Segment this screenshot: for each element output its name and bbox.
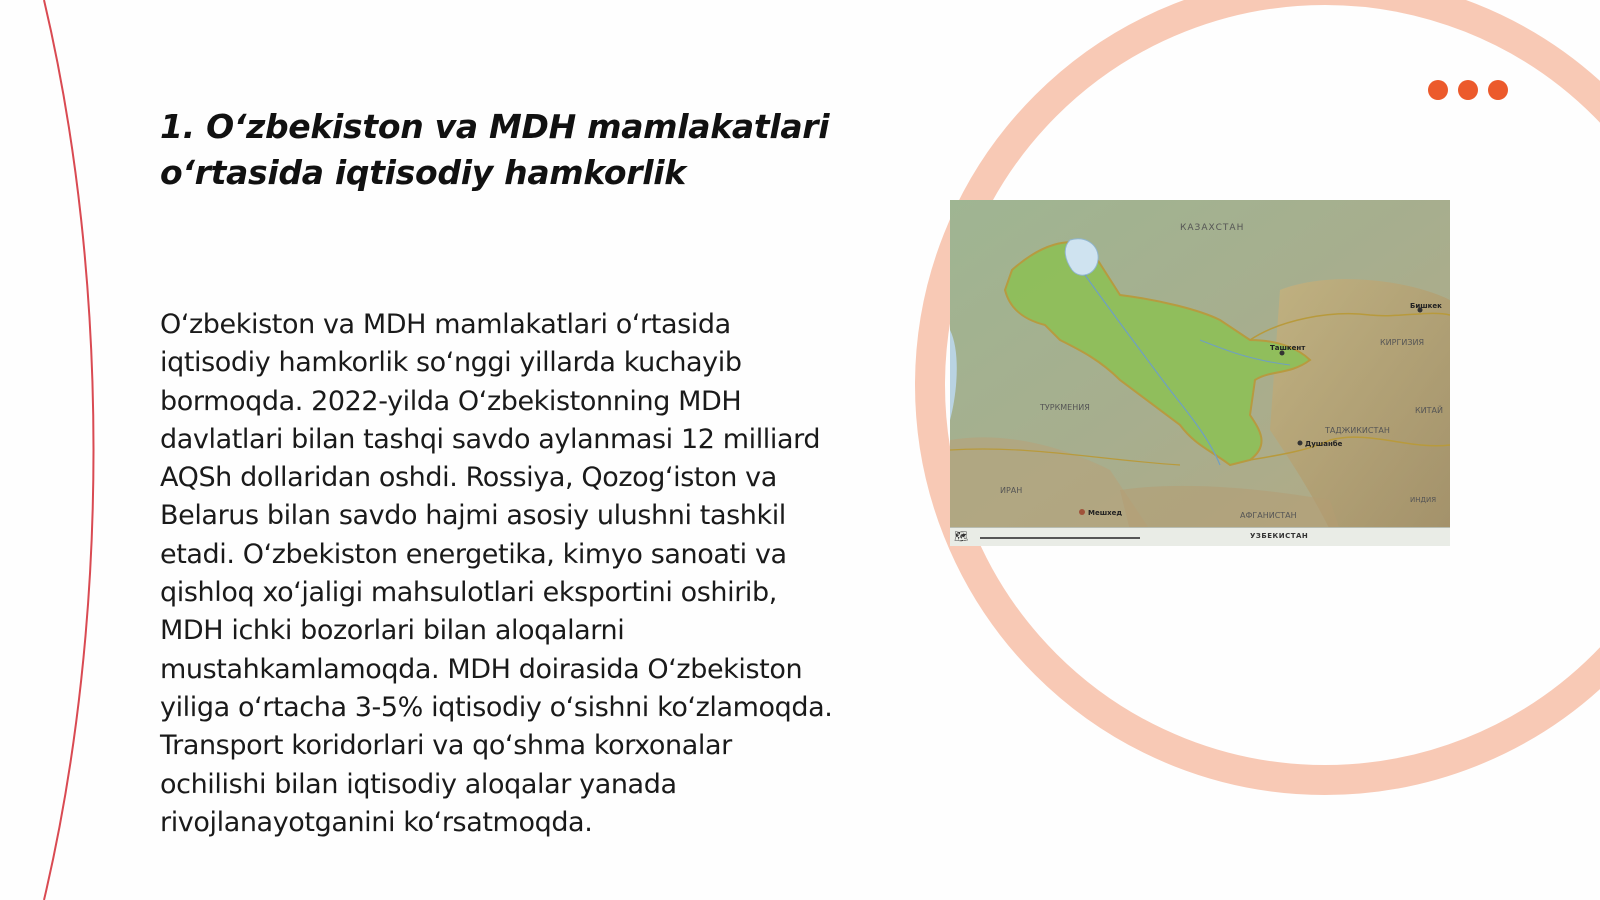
dot-3: [1488, 80, 1508, 100]
map-label-tajikistan: ТАДЖИКИСТАН: [1325, 426, 1390, 435]
map-label-tashkent: Ташкент: [1270, 344, 1306, 352]
slide-body-text: O‘zbekiston va MDH mamlakatlari o‘rtasida iqtisodiy hamkorlik so‘nggi yillarda kuchayib bormoqda. 2022-yilda O‘zbekistonning MDH davlatlari bilan tashqi savdo aylanmasi 12 milliard AQSh dollaridan oshdi. Rossiya, Qozog‘iston va Belarus bilan savdo hajmi asosiy ulushni tashkil etadi. O‘zbekiston energetika, kimyo sanoati va qishloq xo‘jaligi mahsulotlari eksportini oshirib, MDH ichki bozorlari bilan aloqalarni mustahkamlamoqda. MDH doirasida O‘zbekiston yiliga o‘rtacha 3-5% iqtisodiy o‘sishni ko‘zlamoqda. Transport koridorlari va qo‘shma korxonalar ochilishi bilan iqtisodiy aloqalar yanada rivojlanayotganini ko‘rsatmoqda.: [160, 309, 833, 838]
map-label-afghanistan: АФГАНИСТАН: [1240, 511, 1297, 520]
map-graphic: [950, 200, 1450, 546]
map-label-iran: ИРАН: [1000, 486, 1023, 495]
map-label-kyrgyzstan: КИРГИЗИЯ: [1380, 338, 1425, 347]
map-label-mashhad: Мешхед: [1088, 509, 1123, 517]
map-label-bishkek: Бишкек: [1410, 302, 1442, 310]
map-footer-bar: [950, 527, 1450, 546]
dot-1: [1428, 80, 1448, 100]
map-footer-title: УЗБЕКИСТАН: [1250, 532, 1309, 540]
map-label-kazakhstan: КАЗАХСТАН: [1180, 223, 1245, 233]
left-curve-line: [44, 0, 94, 900]
dot-2: [1458, 80, 1478, 100]
map-label-china: КИТАЙ: [1415, 406, 1444, 415]
map-scale-bar: [980, 537, 1140, 539]
map-label-india: ИНДИЯ: [1410, 496, 1437, 504]
uzbekistan-map-image: [950, 200, 1450, 546]
map-label-turkmenistan: ТУРКМЕНИЯ: [1040, 403, 1090, 412]
map-label-dushanbe: Душанбе: [1305, 440, 1343, 448]
slide-title: 1. O‘zbekiston va MDH mamlakatlari o‘rtasida iqtisodiy hamkorlik: [160, 107, 830, 192]
menu-dots: [1428, 80, 1508, 100]
globe-icon: 🗺: [954, 530, 968, 543]
